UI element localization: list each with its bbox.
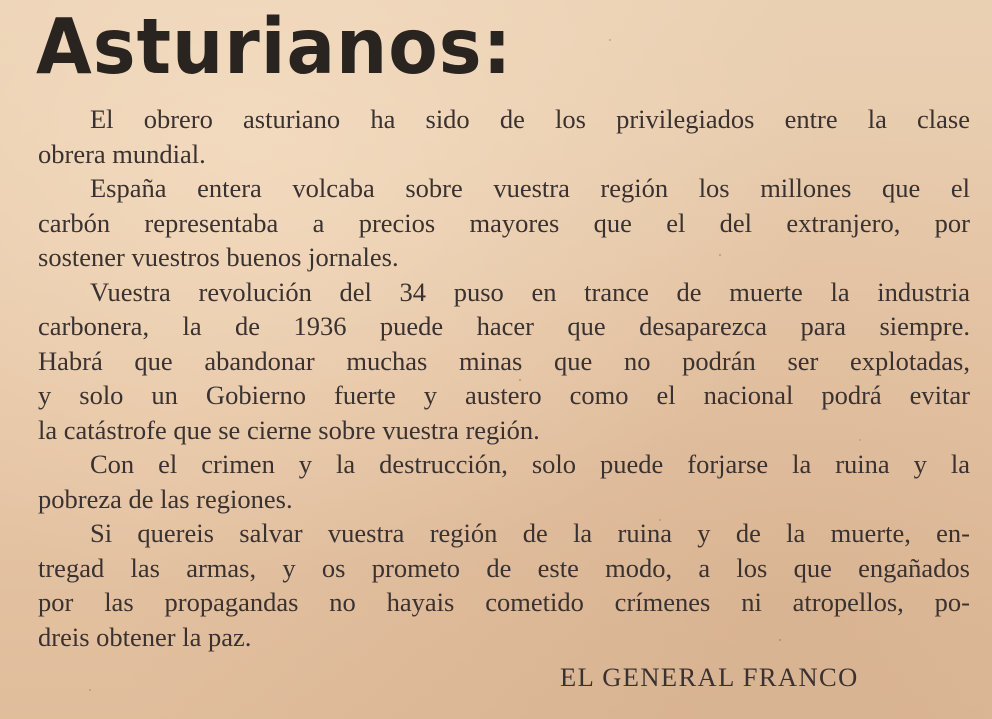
text-line: carbón representaba a precios mayores que el del extranjero, por bbox=[38, 207, 970, 238]
text-line: pobreza de las regiones. bbox=[38, 483, 293, 514]
body-text bbox=[38, 102, 970, 654]
signature: EL GENERAL FRANCO bbox=[560, 662, 859, 692]
text-line: Si quereis salvar vuestra región de la ruina y de la muerte, en- bbox=[90, 518, 970, 548]
text-line: por las propagandas no hayais cometido crímenes ni atropellos, po- bbox=[38, 587, 970, 617]
text-line: dreis obtener la paz. bbox=[38, 621, 252, 652]
headline: Asturianos: bbox=[36, 2, 513, 92]
text-line: obrera mundial. bbox=[38, 138, 206, 169]
text-line: la catástrofe que se cierne sobre vuestra región. bbox=[38, 414, 540, 445]
text-line: Vuestra revolución del 34 puso en trance de muerte la industria bbox=[90, 276, 970, 307]
text-line: El obrero asturiano ha sido de los privilegiados entre la clase bbox=[90, 104, 970, 134]
text-line: carbonera, la de 1936 puede hacer que desaparezca para siempre. bbox=[38, 311, 970, 341]
text-line: Con el crimen y la destrucción, solo puede forjarse la ruina y la bbox=[90, 449, 970, 479]
text-line: sostener vuestros buenos jornales. bbox=[38, 242, 399, 272]
text-line: tregad las armas, y os prometo de este modo, a los que engañados bbox=[38, 552, 970, 583]
text-line: Habrá que abandonar muchas minas que no podrán ser explotadas, bbox=[38, 345, 970, 376]
text-line: y solo un Gobierno fuerte y austero como el nacional podrá evitar bbox=[38, 380, 970, 410]
text-line: España entera volcaba sobre vuestra región los millones que el bbox=[90, 173, 970, 203]
